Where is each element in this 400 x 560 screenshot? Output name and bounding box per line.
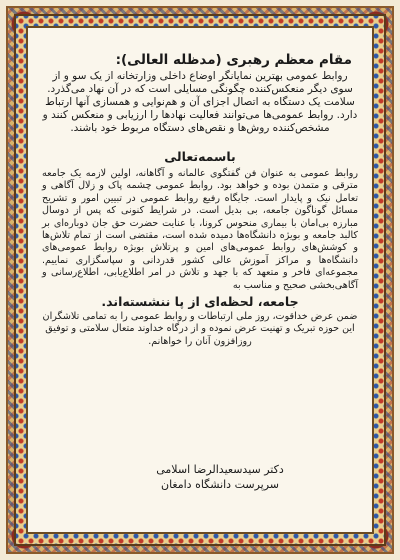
closing-paragraph: ضمن عرض خداقوت، روز ملی ارتباطات و روابط عمومی را به تمامی تلاشگران این حوزه تبریک و تهنیت عرض نموده و از درگاه خداوند متعال سلامتی و توفیق روزافزون آنان را خواهانم. (42, 311, 358, 347)
signature-block (42, 462, 358, 492)
highlight-line: جامعه، لحظه‌ای از پا ننشسته‌اند. (101, 294, 299, 310)
signature-title: سرپرست دانشگاه دامغان (160, 478, 280, 491)
leader-heading: مقام معظم رهبری (مدظله العالی): (115, 52, 352, 68)
salutation: باسمه‌تعالی (164, 149, 236, 164)
letter-content (42, 52, 358, 348)
signature-name: دکتر سیدسعیدالرضا اسلامی (156, 463, 284, 476)
leader-quote: روابط عمومی بهترین نمایانگر اوضاع داخلی وزارتخانه از یک سو و از سوی دیگر منعکس‌کننده چگونگی مسایلی است که در آن نهاد می‌گذرد. سلامت یک دستگاه به اتصال اجزای آن و هم‌نوایی و همسازی آنها ارتباط دارد. روابط عمومی‌ها می‌توانند فعالیت نهادها را ارزیابی و منعکس کنند و مشخص‌کننده روش‌ها و نقص‌های دستگاه مربوط خود باشند. (42, 70, 358, 134)
body-paragraph: روابط عمومی به عنوان فن گفتگوی عالمانه و آگاهانه، اولین لازمه یک جامعه مترقی و متمدن بوده و خواهد بود. روابط عمومی چشمه پاک و زلال آگاهی و تعامل نیک و پایدار است. جایگاه رفیع روابط عمومی در تبیین امور و تشریح مسائل گوناگون جامعه، بی بدیل است. در شرایط کنونی که پس از دوسال مبارزه بی‌امان با بیماری منحوس کرونا، با عنایت حضرت حق جان دوباره‌ای بر کالبد جامعه و بویژه دانشگاه‌ها دمیده شده است، مقتضی است از تمام تلاش‌ها و کوشش‌های روابط عمومی‌های امین و پرتلاش بویژه روابط عمومی‌های دانشگاه‌ها و مراکز آموزش عالی کشور قدردانی و سپاسگزاری نماییم. مجموعه‌ای فاخر و متعهد که با جهد و تلاش در امر اطلاع‌یابی، اطلاع‌رسانی و آگاهی‌بخشی صحیح و مناسب به (42, 168, 358, 291)
